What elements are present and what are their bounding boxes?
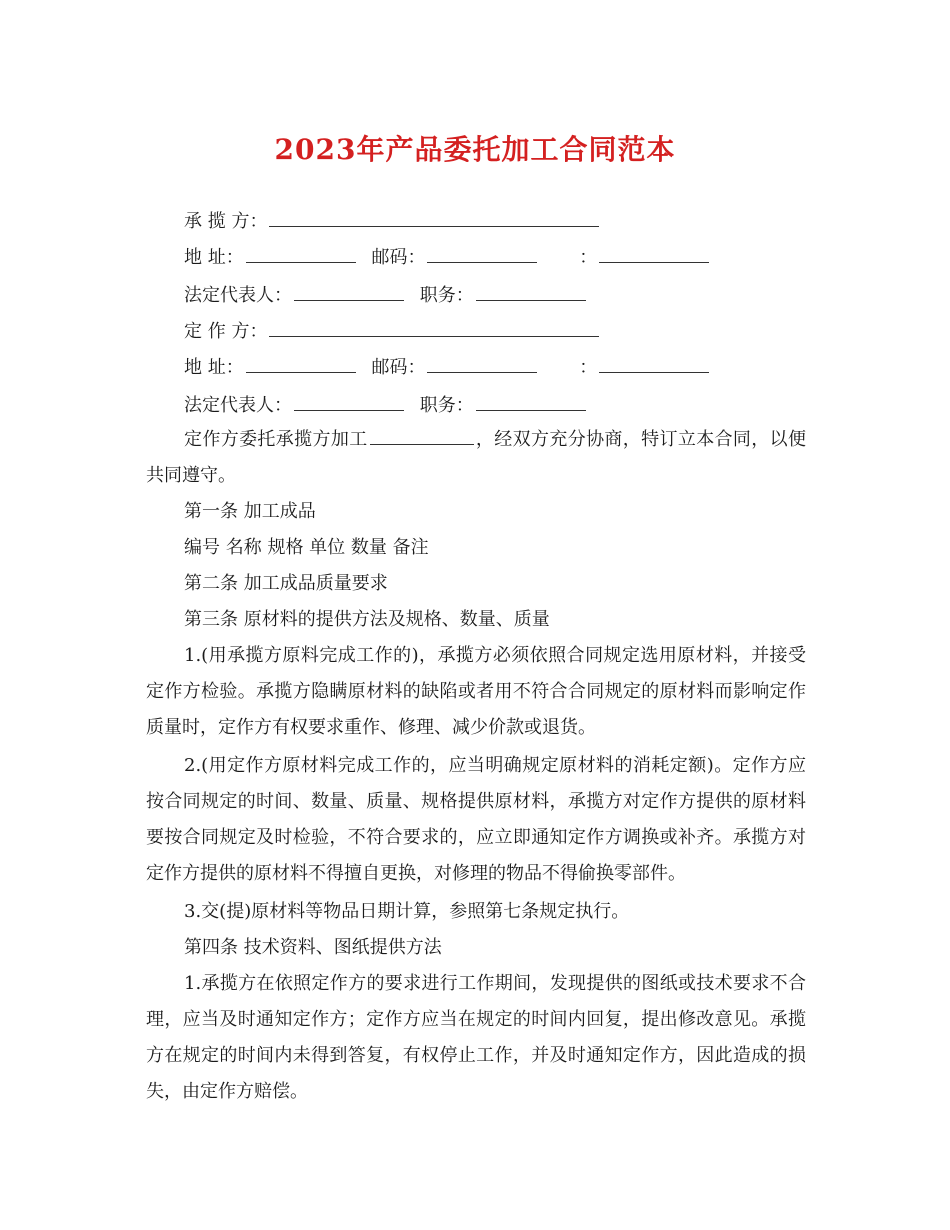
contractor-address-blank[interactable]	[246, 244, 356, 263]
product-table-headers: 编号 名称 规格 单位 数量 备注	[184, 537, 429, 558]
contractor-name-line	[184, 208, 601, 235]
client-phone-label: ：	[579, 357, 598, 378]
intro-text-after: ，经双方充分协商，特订立本合同，以便共同遵守。	[146, 429, 807, 486]
article-4-clause-1: 1.承揽方在依照定作方的要求进行工作期间，发现提供的图纸或技术要求不合理，应当及时通知定作方；定作方应当在规定的时间内回复，提出修改意见。承揽方在规定的时间内未得到答复，有权停止工作，并及时通知定作方，因此造成的损失，由定作方赔偿。	[146, 973, 806, 1102]
article-2-heading: 第二条 加工成品质量要求	[184, 573, 388, 594]
contractor-postcode-label: 邮码：	[371, 247, 426, 268]
contractor-position-label: 职务：	[419, 285, 474, 306]
contractor-address-line	[184, 244, 711, 271]
client-label: 定 作 方：	[184, 321, 268, 342]
article-3-clause-3: 3.交(提)原材料等物品日期计算，参照第七条规定执行。	[184, 901, 630, 922]
intro-text-before: 定作方委托承揽方加工	[184, 429, 368, 450]
contractor-rep-blank[interactable]	[294, 282, 404, 301]
contractor-rep-label: 法定代表人：	[184, 285, 292, 306]
contractor-position-blank[interactable]	[476, 282, 586, 301]
client-phone-blank[interactable]	[599, 354, 709, 373]
client-address-blank[interactable]	[246, 354, 356, 373]
contractor-address-label: 地 址：	[184, 247, 244, 268]
processing-item-blank[interactable]	[370, 426, 474, 445]
client-name-blank[interactable]	[269, 318, 599, 337]
intro-paragraph	[146, 422, 806, 494]
client-postcode-blank[interactable]	[427, 354, 537, 373]
client-rep-blank[interactable]	[294, 392, 404, 411]
article-3-heading: 第三条 原材料的提供方法及规格、数量、质量	[184, 609, 550, 630]
article-3-clause-2: 2.(用定作方原材料完成工作的，应当明确规定原材料的消耗定额)。定作方应按合同规定的时间、数量、质量、规格提供原材料，承揽方对定作方提供的原材料要按合同规定及时检验，不符合要求的，应立即通知定作方调换或补齐。承揽方对定作方提供的原材料不得擅自更换，对修理的物品不得偷换零部件。	[146, 755, 806, 884]
document-title: 2023年产品委托加工合同范本	[274, 133, 676, 166]
client-rep-line	[184, 392, 588, 419]
client-postcode-label: 邮码：	[371, 357, 426, 378]
contractor-rep-line	[184, 282, 588, 309]
contractor-label: 承 揽 方：	[184, 211, 268, 232]
client-address-label: 地 址：	[184, 357, 244, 378]
client-address-line	[184, 354, 711, 381]
contractor-phone-label: ：	[579, 247, 598, 268]
client-position-blank[interactable]	[476, 392, 586, 411]
contractor-phone-blank[interactable]	[599, 244, 709, 263]
article-3-clause-1: 1.(用承揽方原料完成工作的)，承揽方必须依照合同规定选用原材料，并接受定作方检验。承揽方隐瞒原材料的缺陷或者用不符合合同规定的原材料而影响定作质量时，定作方有权要求重作、修理、减少价款或退货。	[146, 645, 806, 738]
client-position-label: 职务：	[419, 395, 474, 416]
article-1-heading: 第一条 加工成品	[184, 501, 316, 522]
client-name-line	[184, 318, 601, 345]
article-4-heading: 第四条 技术资料、图纸提供方法	[184, 937, 442, 958]
client-rep-label: 法定代表人：	[184, 395, 292, 416]
contractor-name-blank[interactable]	[269, 208, 599, 227]
contractor-postcode-blank[interactable]	[427, 244, 537, 263]
